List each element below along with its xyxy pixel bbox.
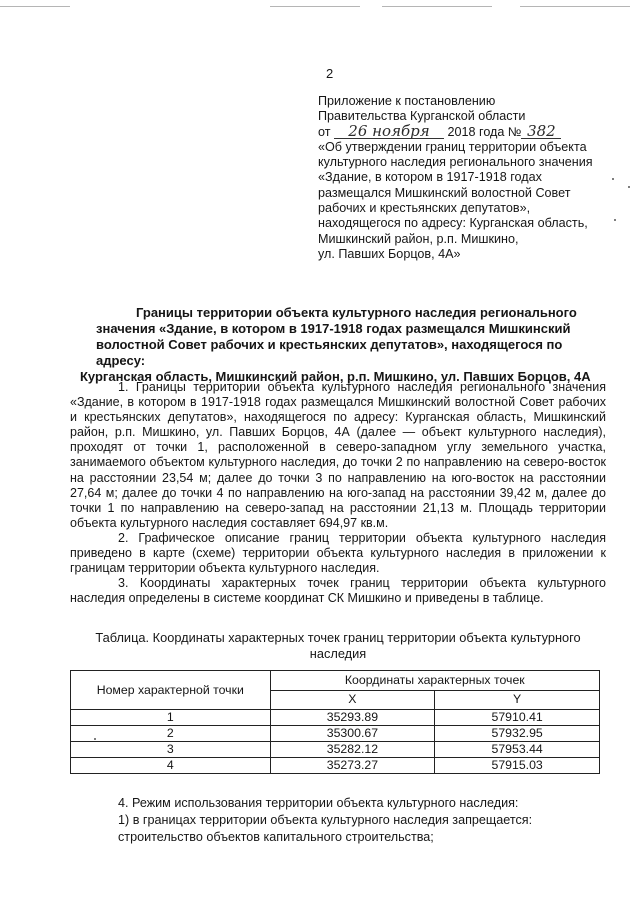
- col-header-coords: Координаты характерных точек: [270, 671, 599, 691]
- page-number: 2: [326, 66, 334, 81]
- col-header-x: X: [270, 690, 435, 710]
- title-line: Курганская область, Мишкинский район, р.п. Мишкино, ул. Павших Борцов, 4А: [80, 369, 591, 384]
- title-line: значения «Здание, в котором в 1917-1918 годах размещался Мишкинский: [96, 321, 571, 336]
- scan-artifact: [270, 6, 360, 7]
- scan-artifact: [382, 6, 492, 7]
- table-caption: Таблица. Координаты характерных точек границ территории объекта культурного наследия: [95, 630, 581, 661]
- coord-y: 57915.03: [435, 758, 600, 774]
- handwritten-number: 382: [521, 125, 561, 139]
- date-prefix: от: [318, 124, 331, 139]
- paragraph-2: 2. Графическое описание границ территории объекта культурного наследия приведено в карте (схеме) территории объекта культурного наследия в приложении к границам территории объекта культурного наследия.: [70, 530, 606, 576]
- table-row: [71, 726, 600, 742]
- coord-y: 57953.44: [435, 742, 600, 758]
- scan-speck: [94, 738, 96, 740]
- appendix-line: Правительства Курганской области: [318, 109, 526, 124]
- appendix-line: культурного наследия регионального значения: [318, 155, 593, 170]
- coord-x: 35300.67: [270, 726, 435, 742]
- scan-artifact: [0, 6, 70, 7]
- paragraph-3: 3. Координаты характерных точек границ территории объекта культурного наследия определены в системе координат СК Мишкино и приведены в таблице.: [70, 576, 606, 606]
- coord-x: 35293.89: [270, 710, 435, 726]
- appendix-line: находящегося по адресу: Курганская область,: [318, 216, 588, 231]
- scan-speck: [612, 178, 614, 180]
- coord-y: 57910.41: [435, 710, 600, 726]
- title-line: Границы территории объекта культурного наследия регионального: [136, 305, 577, 320]
- document-body: [70, 380, 606, 606]
- coordinates-table: [70, 670, 600, 774]
- appendix-block: [318, 94, 618, 262]
- paragraph-6: строительство объектов капитального строительства;: [118, 830, 434, 844]
- scan-speck: [628, 186, 630, 188]
- point-number: 1: [71, 710, 271, 726]
- appendix-line: рабочих и крестьянских депутатов»,: [318, 201, 531, 216]
- document-tail: [118, 795, 598, 846]
- appendix-line: размещался Мишкинский волостной Совет: [318, 185, 571, 200]
- table-row: [71, 742, 600, 758]
- table-row: [71, 710, 600, 726]
- col-header-y: Y: [435, 690, 600, 710]
- table-row: [71, 758, 600, 774]
- col-header-number: Номер характерной точки: [71, 671, 271, 710]
- appendix-date-line: [318, 121, 618, 140]
- paragraph-5: 1) в границах территории объекта культурного наследия запрещается:: [118, 813, 533, 827]
- point-number: 4: [71, 758, 271, 774]
- appendix-line: «Об утверждении границ территории объекта: [318, 139, 587, 154]
- title-line: волостной Совет рабочих и крестьянских депутатов», находящегося по адресу:: [96, 337, 563, 368]
- document-title: [60, 305, 600, 385]
- appendix-line: Мишкинский район, р.п. Мишкино,: [318, 231, 519, 246]
- paragraph-1: 1. Границы территории объекта культурного наследия регионального значения «Здание, в котором в 1917-1918 годах размещался Мишкинский волостной Совет рабочих и крестьянских депутатов», находящегося по адресу: Курганская область, Мишкинский район, р.п. Мишкино, ул. Павших Борцов, 4А (далее — объект культурного наследия), проходят от точки 1, расположенной в северо-западном углу земельного участка, занимаемого объектом культурного наследия, до точки 2 по направлению на северо-восток на расстоянии 23,54 м; далее до точки 3 по направлению на юго-восток на расстоянии 27,64 м; далее до точки 4 по направлению на юго-запад на расстоянии 39,42 м, далее до точки 1 по направлению на северо-запад на расстоянии 21,13 м. Площадь территории объекта культурного наследия составляет 694,97 кв.м.: [70, 380, 606, 530]
- coord-x: 35273.27: [270, 758, 435, 774]
- appendix-line: «Здание, в котором в 1917-1918 годах: [318, 170, 542, 185]
- coord-x: 35282.12: [270, 742, 435, 758]
- paragraph-4: 4. Режим использования территории объекта культурного наследия:: [118, 796, 519, 810]
- appendix-line: Приложение к постановлению: [318, 94, 496, 108]
- point-number: 2: [71, 726, 271, 742]
- appendix-line: ул. Павших Борцов, 4А»: [318, 246, 461, 261]
- coord-y: 57932.95: [435, 726, 600, 742]
- point-number: 3: [71, 742, 271, 758]
- handwritten-date: 26 ноября: [334, 125, 444, 139]
- scan-speck: [614, 219, 616, 221]
- scan-artifact: [520, 6, 630, 7]
- year-text: 2018 года №: [447, 124, 522, 139]
